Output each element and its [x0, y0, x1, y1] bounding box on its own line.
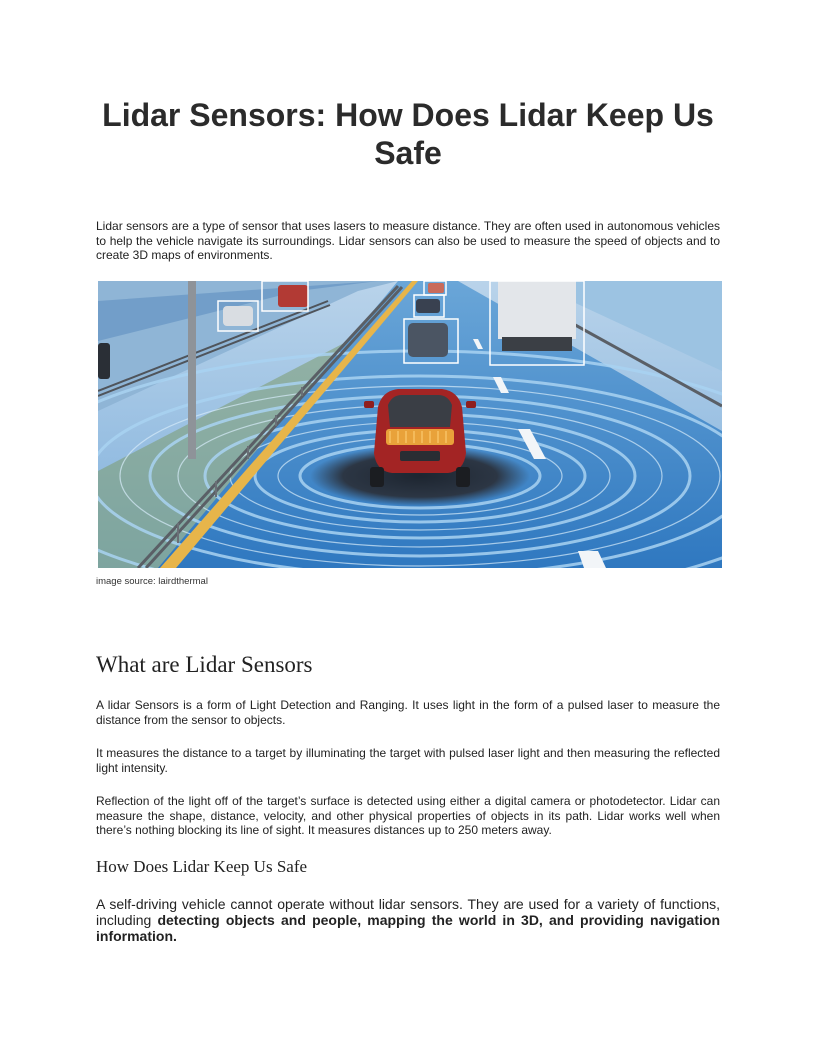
- lidar-car-image: [98, 281, 722, 568]
- paragraph-safety: [96, 896, 720, 944]
- paragraph-safety-bold: detecting objects and people, mapping the world in 3D, and providing navigation information.: [96, 912, 720, 944]
- paragraph-measurement: It measures the distance to a target by illuminating the target with pulsed laser light and then measuring the reflected light intensity.: [96, 746, 720, 775]
- intro-paragraph: Lidar sensors are a type of sensor that uses lasers to measure distance. They are often used in autonomous vehicles to help the vehicle navigate its surroundings. Lidar sensors can also be used to measure the speed of objects and to create 3D maps of environments.: [96, 219, 720, 262]
- page-title: Lidar Sensors: How Does Lidar Keep Us Safe: [102, 97, 714, 171]
- image-caption: image source: lairdthermal: [96, 576, 208, 587]
- paragraph-definition: A lidar Sensors is a form of Light Detection and Ranging. It uses light in the form of a pulsed laser to measure the distance from the sensor to objects.: [96, 698, 720, 727]
- section-heading-what-are-lidar: What are Lidar Sensors: [96, 652, 313, 677]
- paragraph-reflection: Reflection of the light off of the target’s surface is detected using either a digital camera or photodetector. Lidar can measure the shape, distance, velocity, and other physical properties of objects in its path. Lidar works well when there’s nothing blocking its line of sight. It measures distances up to 250 meters away.: [96, 794, 720, 837]
- paragraph-safety-text: A self-driving vehicle cannot operate without lidar sensors. They are used for a variety of functions, including: [96, 896, 720, 928]
- section-heading-keep-us-safe: How Does Lidar Keep Us Safe: [96, 857, 308, 876]
